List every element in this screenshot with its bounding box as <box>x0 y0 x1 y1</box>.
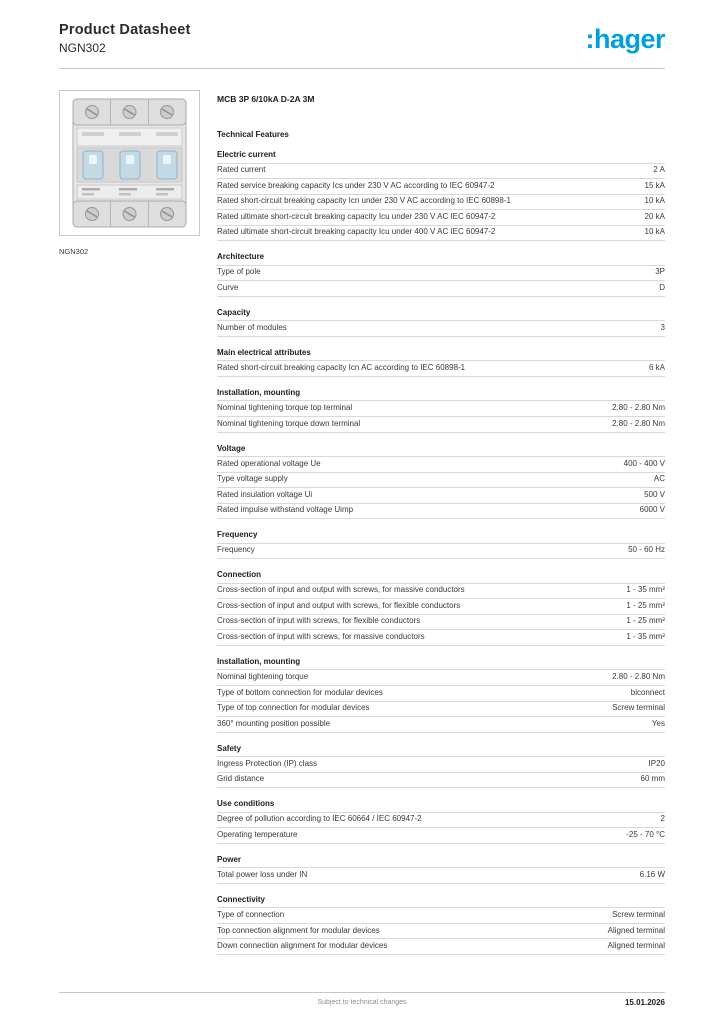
product-image-column <box>59 90 200 256</box>
spec-label: Rated ultimate short-circuit breaking capacity Icu under 230 V AC IEC 60947-2 <box>217 211 496 221</box>
spec-section <box>217 250 665 297</box>
spec-section-title: Electric current <box>217 148 665 164</box>
spec-value: Yes <box>651 718 665 728</box>
spec-label: Rated insulation voltage Ui <box>217 489 313 499</box>
spec-value: Aligned terminal <box>607 925 665 935</box>
spec-section-title: Installation, mounting <box>217 655 665 671</box>
spec-row <box>217 417 665 433</box>
spec-value: 500 V <box>644 489 665 499</box>
spec-value: 2 A <box>653 165 665 175</box>
spec-sections <box>217 148 665 955</box>
spec-value: Screw terminal <box>612 909 665 919</box>
technical-features-heading: Technical Features <box>217 130 289 139</box>
spec-label: Number of modules <box>217 322 287 332</box>
spec-value: 6.16 W <box>639 869 665 879</box>
spec-section-title: Voltage <box>217 442 665 458</box>
spec-label: Cross-section of input with screws, for flexible conductors <box>217 616 421 626</box>
spec-label: Top connection alignment for modular devices <box>217 925 380 935</box>
spec-row <box>217 544 665 560</box>
spec-value: biconnect <box>630 687 665 697</box>
spec-label: Operating temperature <box>217 829 298 839</box>
spec-value: 2.80 - 2.80 Nm <box>612 672 665 682</box>
spec-row <box>217 908 665 924</box>
spec-row <box>217 226 665 242</box>
spec-row <box>217 321 665 337</box>
spec-row <box>217 488 665 504</box>
spec-label: Cross-section of input with screws, for massive conductors <box>217 631 425 641</box>
header-divider <box>59 68 665 69</box>
spec-value: 20 kA <box>644 211 665 221</box>
spec-row <box>217 868 665 884</box>
spec-value: 1 - 35 mm² <box>626 631 665 641</box>
spec-row <box>217 828 665 844</box>
spec-row <box>217 939 665 955</box>
spec-section <box>217 148 665 241</box>
spec-row <box>217 401 665 417</box>
product-title: MCB 3P 6/10kA D-2A 3M <box>217 94 315 104</box>
spec-section <box>217 346 665 377</box>
spec-value: AC <box>653 474 665 484</box>
spec-label: Curve <box>217 282 239 292</box>
spec-value: 400 - 400 V <box>623 458 665 468</box>
spec-value: -25 - 70 °C <box>626 829 665 839</box>
spec-label: Rated ultimate short-circuit breaking capacity Icu under 400 V AC IEC 60947-2 <box>217 227 496 237</box>
spec-label: Type of connection <box>217 909 285 919</box>
spec-label: Type of bottom connection for modular devices <box>217 687 383 697</box>
spec-row <box>217 670 665 686</box>
spec-label: Nominal tightening torque <box>217 672 309 682</box>
spec-section-title: Capacity <box>217 306 665 322</box>
spec-row <box>217 504 665 520</box>
spec-row <box>217 717 665 733</box>
spec-value: 60 mm <box>640 774 665 784</box>
page-footer <box>59 992 665 1016</box>
spec-section <box>217 306 665 337</box>
spec-row <box>217 924 665 940</box>
spec-value: D <box>659 282 665 292</box>
spec-value: 10 kA <box>644 196 665 206</box>
spec-value: 2 <box>660 814 665 824</box>
spec-label: Nominal tightening torque top terminal <box>217 403 353 413</box>
spec-label: Rated impulse withstand voltage Uimp <box>217 505 354 515</box>
spec-section <box>217 893 665 955</box>
spec-value: 1 - 25 mm² <box>626 616 665 626</box>
spec-value: Aligned terminal <box>607 941 665 951</box>
spec-row <box>217 195 665 211</box>
spec-section <box>217 568 665 646</box>
spec-row <box>217 702 665 718</box>
mcb-breaker-illustration <box>67 96 192 230</box>
spec-label: Type of pole <box>217 267 261 277</box>
spec-value: Screw terminal <box>612 703 665 713</box>
spec-section-title: Architecture <box>217 250 665 266</box>
spec-value: 6 kA <box>648 362 665 372</box>
spec-value: IP20 <box>648 758 665 768</box>
spec-row <box>217 757 665 773</box>
spec-label: Rated operational voltage Ue <box>217 458 321 468</box>
spec-label: Type voltage supply <box>217 474 288 484</box>
spec-row <box>217 630 665 646</box>
product-image <box>59 90 200 236</box>
spec-value: 10 kA <box>644 227 665 237</box>
spec-label: Total power loss under IN <box>217 869 308 879</box>
spec-row <box>217 457 665 473</box>
product-image-caption: NGN302 <box>59 247 89 256</box>
spec-section <box>217 655 665 733</box>
spec-label: Type of top connection for modular devices <box>217 703 370 713</box>
spec-section-title: Installation, mounting <box>217 386 665 402</box>
spec-section-title: Connectivity <box>217 893 665 909</box>
spec-row <box>217 686 665 702</box>
spec-section <box>217 742 665 789</box>
spec-row <box>217 210 665 226</box>
spec-label: Cross-section of input and output with screws, for flexible conductors <box>217 600 461 610</box>
spec-row <box>217 773 665 789</box>
spec-row <box>217 281 665 297</box>
spec-section-title: Power <box>217 853 665 869</box>
spec-row <box>217 615 665 631</box>
spec-value: 3P <box>655 267 665 277</box>
spec-section-title: Connection <box>217 568 665 584</box>
spec-value: 6000 V <box>639 505 665 515</box>
page-header <box>59 22 665 62</box>
document-subtitle: NGN302 <box>59 41 106 55</box>
spec-section-title: Frequency <box>217 528 665 544</box>
spec-label: Ingress Protection (IP) class <box>217 758 318 768</box>
spec-row <box>217 813 665 829</box>
spec-row <box>217 164 665 180</box>
spec-row <box>217 599 665 615</box>
spec-label: Rated short-circuit breaking capacity Icn AC according to IEC 60898-1 <box>217 362 466 372</box>
spec-value: 2.80 - 2.80 Nm <box>612 403 665 413</box>
spec-label: Nominal tightening torque down terminal <box>217 418 361 428</box>
spec-section <box>217 528 665 559</box>
spec-value: 1 - 35 mm² <box>626 585 665 595</box>
spec-label: Grid distance <box>217 774 265 784</box>
hager-logo: :hager <box>585 24 665 54</box>
spec-value: 15 kA <box>644 180 665 190</box>
spec-section <box>217 442 665 520</box>
spec-label: Cross-section of input and output with screws, for massive conductors <box>217 585 465 595</box>
spec-label: 360° mounting position possible <box>217 718 331 728</box>
document-title: Product Datasheet <box>59 22 191 38</box>
spec-value: 2.80 - 2.80 Nm <box>612 418 665 428</box>
spec-label: Down connection alignment for modular devices <box>217 941 388 951</box>
spec-value: 3 <box>660 322 665 332</box>
spec-label: Degree of pollution according to IEC 60664 / IEC 60947-2 <box>217 814 422 824</box>
spec-label: Frequency <box>217 545 255 555</box>
spec-section-title: Use conditions <box>217 797 665 813</box>
footer-date: 15.01.2026 <box>624 998 665 1007</box>
spec-value: 1 - 25 mm² <box>626 600 665 610</box>
spec-section-title: Safety <box>217 742 665 758</box>
spec-section <box>217 853 665 884</box>
spec-row <box>217 361 665 377</box>
spec-value: 50 - 60 Hz <box>628 545 665 555</box>
spec-section <box>217 797 665 844</box>
spec-row <box>217 473 665 489</box>
spec-label: Rated short-circuit breaking capacity Icn under 230 V AC according to IEC 60898-1 <box>217 196 511 206</box>
spec-label: Rated service breaking capacity Ics under 230 V AC according to IEC 60947-2 <box>217 180 495 190</box>
spec-section-title: Main electrical attributes <box>217 346 665 362</box>
spec-row <box>217 179 665 195</box>
spec-row <box>217 266 665 282</box>
spec-row <box>217 584 665 600</box>
spec-column <box>217 90 665 955</box>
spec-label: Rated current <box>217 165 266 175</box>
spec-section <box>217 386 665 433</box>
footer-note: Subject to technical changes <box>317 999 407 1006</box>
